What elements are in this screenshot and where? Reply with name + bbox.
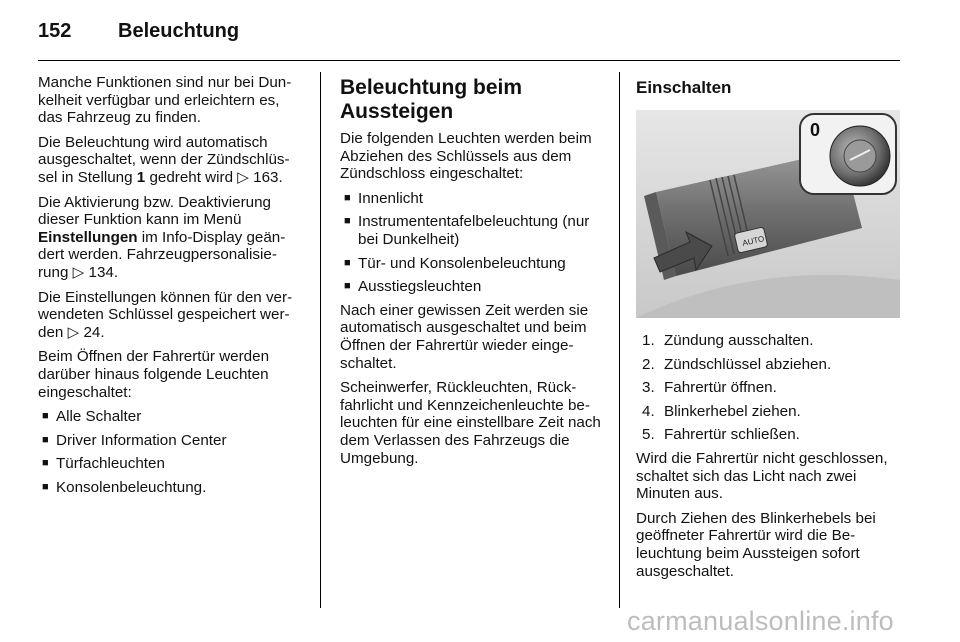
paragraph: Nach einer gewissen Zeit werden sie automatisch ausgeschaltet und beim Öffnen der Fahrertür wieder einge-schaltet.	[340, 301, 589, 372]
page-number: 152	[38, 20, 72, 42]
paragraph	[38, 134, 306, 187]
section-heading: Beleuchtung beim Aussteigen	[340, 76, 523, 123]
paragraph: Scheinwerfer, Rückleuchten, Rück-fahrlicht und Kennzeichenleuchte be-leuchten für eine einstellbare Zeit nach dem Verlassen des Fahrzeugs die Umgebung.	[340, 379, 601, 467]
step-text: Fahrertür schließen.	[664, 426, 800, 444]
step-number: 5.	[642, 426, 655, 444]
bold-text: 1	[136, 168, 146, 186]
reference-arrow-icon: ▷	[67, 323, 84, 341]
header-rule	[38, 60, 900, 61]
paragraph: Die folgenden Leuchten werden beim Abziehen des Schlüssels aus dem Zündschloss eingeschaltet:	[340, 130, 592, 183]
text: Die Aktivierung bzw. Deaktivierung dieser Funktion kann im Menü	[38, 193, 271, 229]
list-item: ■ Ausstiegsleuchten	[340, 278, 606, 296]
svg-text:AUTO: AUTO	[741, 234, 766, 248]
list-item: ■ Instrumententafelbeleuchtung (nur bei Dunkelheit)	[340, 213, 606, 248]
steps-list	[636, 332, 906, 444]
list-item	[636, 332, 906, 350]
section-heading: Einschalten	[636, 78, 732, 97]
list-item: ■ Driver Information Center	[38, 432, 306, 450]
step-text: Fahrertür öffnen.	[664, 379, 777, 397]
step-text: Blinkerhebel ziehen.	[664, 402, 801, 420]
paragraph	[38, 289, 306, 342]
reference-arrow-icon: ▷	[237, 168, 254, 186]
lever-illustration	[636, 110, 900, 318]
list-item	[636, 356, 906, 374]
figure-label: 0	[810, 120, 821, 140]
step-number: 2.	[642, 355, 655, 373]
list-item: ■ Innenlicht	[340, 190, 606, 208]
text: im Info-Display geän-dert werden. Fahrzeugpersonalisie-rung	[38, 228, 286, 281]
step-text: Zündung ausschalten.	[664, 332, 814, 349]
list-item	[636, 426, 906, 444]
text: Die Einstellungen können für den ver-wendeten Schlüssel gespeichert wer-den	[38, 288, 293, 341]
paragraph: Durch Ziehen des Blinkerhebels bei geöffneter Fahrertür wird die Be-leuchtung beim Aussteigen sofort ausgeschaltet.	[636, 509, 876, 580]
page-title: Beleuchtung	[118, 20, 240, 42]
list-item: ■ Konsolenbeleuchtung.	[38, 479, 306, 497]
page-reference[interactable]: 163.	[253, 168, 283, 186]
watermark: carmanualsonline.info	[627, 606, 894, 636]
step-text: Zündschlüssel abziehen.	[664, 355, 832, 373]
page-reference[interactable]: 134.	[88, 263, 119, 281]
column-right	[636, 74, 906, 587]
bullet-list	[340, 190, 606, 296]
step-number: 4.	[642, 402, 655, 420]
paragraph: Manche Funktionen sind nur bei Dun-kelheit verfügbar und erleichtern es, das Fahrzeug zu finden.	[38, 74, 292, 127]
text: Die Beleuchtung wird automatisch ausgeschaltet, wenn der Zündschlüs-sel in Stellung	[38, 133, 290, 186]
column-divider-2	[619, 72, 620, 608]
column-left	[38, 74, 306, 502]
page-reference[interactable]: 24.	[83, 323, 105, 341]
page-header	[38, 14, 900, 54]
column-middle	[340, 74, 606, 474]
column-divider-1	[320, 72, 321, 608]
step-number: 1.	[642, 332, 655, 349]
bullet-list	[38, 408, 306, 496]
list-item: ■ Türfachleuchten	[38, 455, 306, 473]
list-item: ■ Tür- und Konsolenbeleuchtung	[340, 255, 606, 273]
reference-arrow-icon: ▷	[72, 263, 89, 281]
list-item: ■ Alle Schalter	[38, 408, 306, 426]
bold-text: Einstellungen	[38, 228, 138, 246]
step-number: 3.	[642, 379, 655, 397]
paragraph: Wird die Fahrertür nicht geschlossen, schaltet sich das Licht nach zwei Minuten aus.	[636, 449, 888, 503]
paragraph: Beim Öffnen der Fahrertür werden darüber hinaus folgende Leuchten eingeschaltet:	[38, 348, 270, 401]
list-item	[636, 403, 906, 421]
turn-signal-lever-image	[636, 110, 900, 318]
list-item	[636, 379, 906, 397]
text: gedreht wird	[145, 168, 238, 186]
paragraph	[38, 194, 306, 282]
